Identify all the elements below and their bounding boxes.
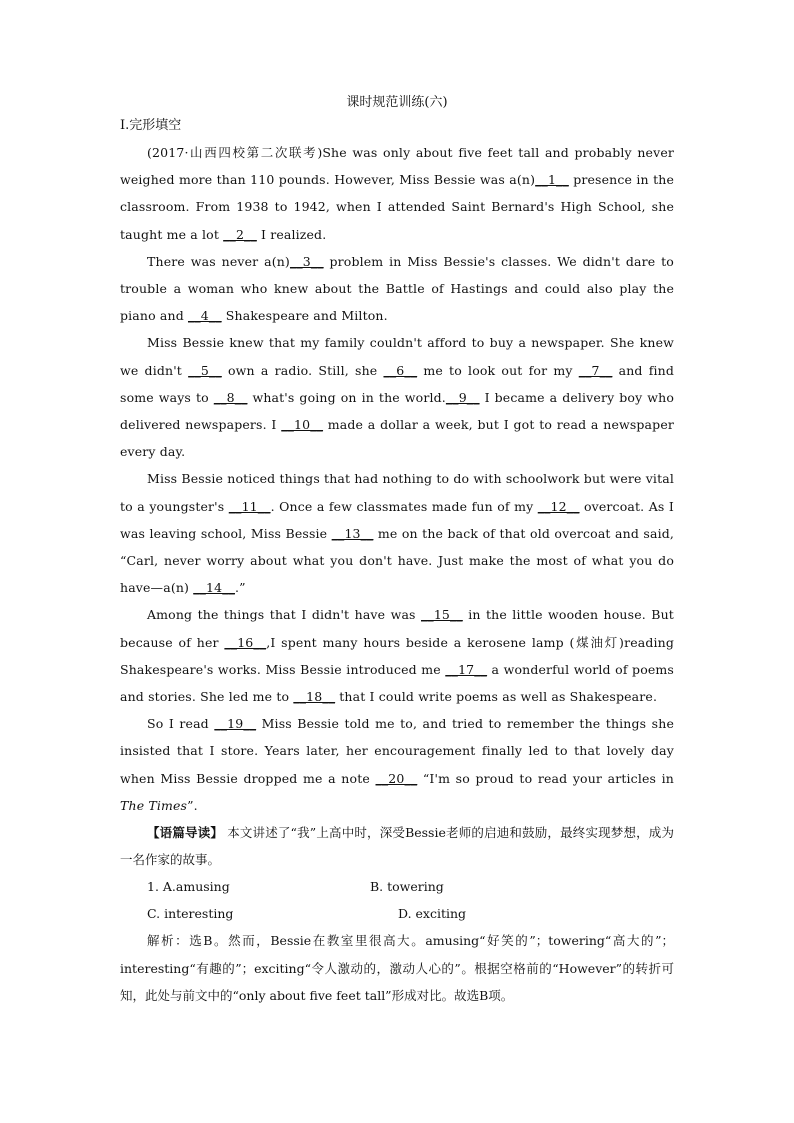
reading-guide-text: 本文讲述了“我”上高中时，深受Bessie老师的启迪和鼓励，最终实现梦想，成为一名作家的故事。 <box>120 825 674 868</box>
page-title: 课时规范训练(六) <box>346 95 448 110</box>
blank-2: __2__ <box>223 226 257 242</box>
blank-13: __13__ <box>331 525 374 541</box>
passage-paragraph-1: (2017·山西四校第二次联考)She was only about five feet tall and probably never weighed more than 110 pounds. However, Miss Bessie was a(n)__1__ presence in the classroom. From 1938 to 1942, when I attended Saint Bernard's High School, she taught me a lot __2__ I realized. <box>120 145 674 242</box>
option-d: D. exciting <box>398 906 467 922</box>
passage-paragraph-4: Miss Bessie noticed things that had nothing to do with schoolwork but were vital to a youngster's __11__. Once a few classmates made fun of my __12__ overcoat. As I was leaving school, Miss Bessie __13__ me on the back of that old overcoat and said, “Carl, never worry about what you don't have. Just make the most of what you do have—a(n) __14__.” <box>120 471 674 596</box>
blank-9: __9__ <box>445 389 480 405</box>
blank-5: __5__ <box>188 362 222 378</box>
newspaper-title: The Times <box>120 797 188 813</box>
blank-3: __3__ <box>289 253 324 269</box>
blank-8: __8__ <box>213 389 248 405</box>
blank-16: __16__ <box>224 634 267 650</box>
blank-1: __1__ <box>535 172 569 188</box>
blank-18: __18__ <box>293 689 336 705</box>
passage-paragraph-2: There was never a(n)__3__ problem in Miss Bessie's classes. We didn't dare to trouble a woman who knew about the Battle of Hastings and could also play the piano and __4__ Shakespeare and Milton. <box>120 253 674 324</box>
blank-7: __7__ <box>578 362 613 378</box>
source-note: (2017·山西四校第二次联考) <box>147 145 323 160</box>
blank-4: __4__ <box>187 308 222 324</box>
blank-19: __19__ <box>214 716 257 732</box>
option-c: C. interesting <box>147 906 234 922</box>
blank-6: __6__ <box>383 362 418 378</box>
document-page <box>120 93 674 1010</box>
reading-guide-label: 【语篇导读】 <box>147 825 224 841</box>
blank-17: __17__ <box>445 661 488 677</box>
blank-11: __11__ <box>228 498 271 514</box>
reading-guide <box>120 819 674 873</box>
question-1-options-row-1 <box>120 873 674 900</box>
option-b: B. towering <box>370 879 444 895</box>
passage-paragraph-5: Among the things that I didn't have was __15__ in the little wooden house. But because of her __16__,I spent many hours beside a kerosene lamp (煤油灯)reading Shakespeare's works. Miss Bessie introduced me __17__ a wonderful world of poems and stories. She led me to __18__ that I could write poems as well as Shakespeare. <box>120 607 674 705</box>
blank-15: __15__ <box>421 607 463 623</box>
question-1-options-row-2 <box>120 900 674 927</box>
blank-12: __12__ <box>537 498 580 514</box>
blank-20: __20__ <box>375 770 418 786</box>
passage-paragraph-6: So I read __19__ Miss Bessie told me to, and tried to remember the things she insisted that I store. Years later, her encouragement finally led to that lovely day when Miss Bessie dropped me a note __20__ “I'm so proud to read your articles in The Times”. <box>120 716 675 813</box>
section-heading: Ⅰ.完形填空 <box>120 118 182 133</box>
option-a: 1. A.amusing <box>147 879 230 895</box>
blank-10: __10__ <box>281 417 324 433</box>
passage-paragraph-3: Miss Bessie knew that my family couldn't afford to buy a newspaper. She knew we didn't __5__ own a radio. Still, she __6__ me to look out for my __7__ and find some ways to __8__ what's going on in the world.__9__ I became a delivery boy who delivered newspapers. I __10__ made a dollar a week, but I got to read a newspaper every day. <box>120 335 674 460</box>
answer-explanation: 解析：选B。然而，Bessie在教室里很高大。amusing“好笑的”；towering“高大的”；interesting“有趣的”；exciting“令人激动的，激动人心的”。根据空格前的“However”的转折可知，此处与前文中的“only about five feet tall”形成对比。故选B项。 <box>120 933 674 1004</box>
blank-14: __14__ <box>193 580 236 596</box>
